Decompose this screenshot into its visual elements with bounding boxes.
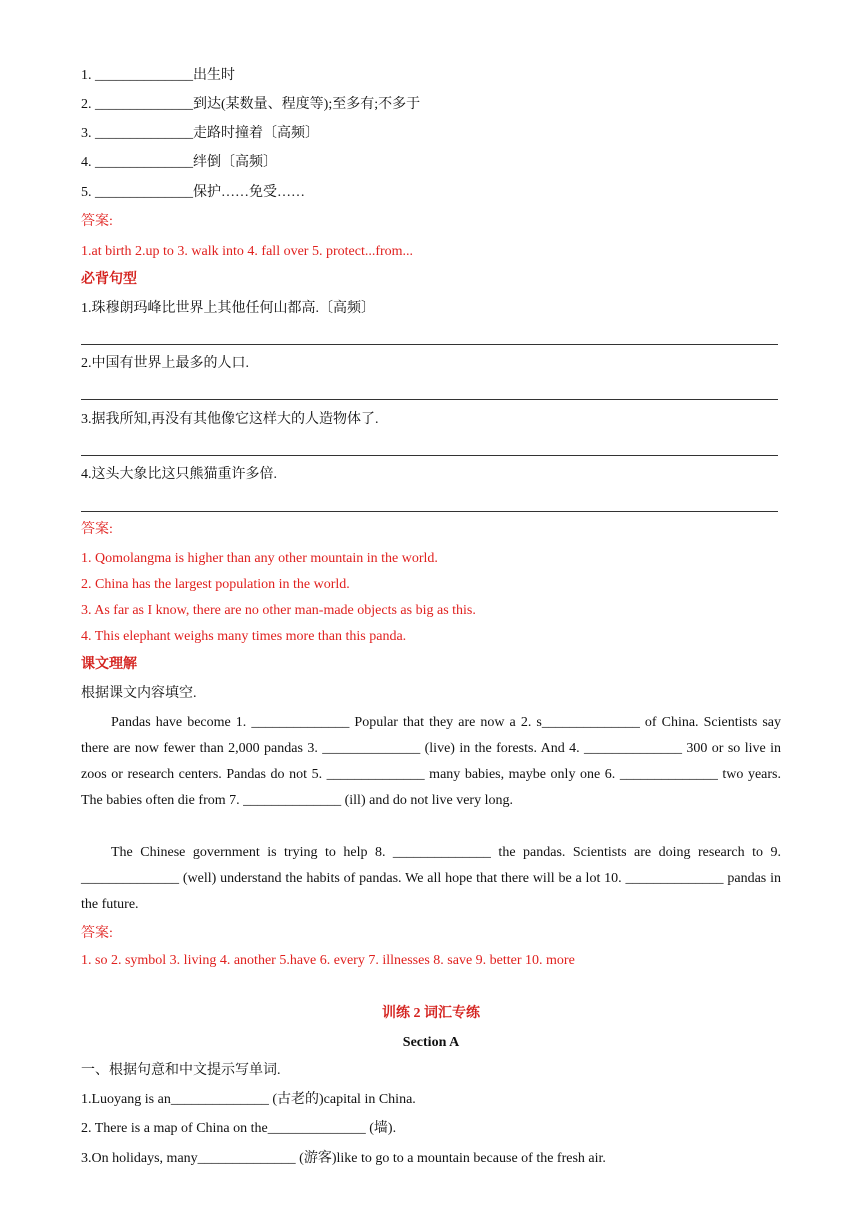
phrase-item-4: 4. ______________绊倒〔高频〕 [81, 155, 277, 170]
text-heading: 课文理解 [81, 657, 137, 672]
phrases-answer-label: 答案: [81, 214, 113, 229]
sentence-answer-2: 2. China has the largest population in the world. [81, 577, 350, 592]
answer-line-1 [81, 344, 778, 345]
exercise-item-2: 2. There is a map of China on the______________ (墙). [81, 1121, 397, 1136]
exercise-item-1: 1.Luoyang is an______________ (古老的)capital in China. [81, 1092, 416, 1107]
phrase-item-5: 5. ______________保护……免受…… [81, 185, 305, 200]
text-answer-label: 答案: [81, 926, 113, 941]
exercise-item-3: 3.On holidays, many______________ (游客)like to go to a mountain because of the fresh air. [81, 1151, 606, 1166]
text-paragraph-2 [81, 840, 781, 918]
phrases-answer: 1.at birth 2.up to 3. walk into 4. fall over 5. protect...from... [81, 244, 414, 259]
sentence-answer-4: 4. This elephant weighs many times more than this panda. [81, 629, 407, 644]
exercise-instruction: 一、根据句意和中文提示写单词. [81, 1063, 281, 1078]
sentence-item-2: 2.中国有世界上最多的人口. [81, 356, 249, 371]
answer-line-2 [81, 399, 778, 400]
answer-line-3 [81, 455, 778, 456]
sentences-answer-label: 答案: [81, 522, 113, 537]
sentence-item-1: 1.珠穆朗玛峰比世界上其他任何山都高.〔高频〕 [81, 301, 375, 316]
text-paragraph-1-content: Pandas have become 1. ______________ Popular that they are now a 2. s______________ of China. Scientists say there are now fewer than 2,000 pandas 3. ______________ (live) in the forests. And 4. ______________ 300 or so live in zoos or research centers. Pandas do not 5. ______________ many babies, maybe only one 6. ______________ two years. The babies often die from 7. ______________ (ill) and do not live very long. [81, 715, 781, 808]
text-answer: 1. so 2. symbol 3. living 4. another 5.have 6. every 7. illnesses 8. save 9. better 10. more [81, 953, 575, 968]
sentence-item-3: 3.据我所知,再没有其他像它这样大的人造物体了. [81, 412, 379, 427]
text-instruction: 根据课文内容填空. [81, 686, 197, 701]
phrase-item-1: 1. ______________出生时 [81, 68, 235, 83]
text-paragraph-2-content: The Chinese government is trying to help 8. ______________ the pandas. Scientists are doing research to 9. ______________ (well) understand the habits of pandas. We all hope that there will be a lot 10. ______________ pandas in the future. [81, 845, 781, 912]
sentence-item-4: 4.这头大象比这只熊猫重许多倍. [81, 467, 277, 482]
sentences-heading: 必背句型 [81, 272, 137, 287]
section-title: Section A [402, 1035, 460, 1050]
sentence-answer-1: 1. Qomolangma is higher than any other mountain in the world. [81, 551, 438, 566]
phrase-item-2: 2. ______________到达(某数量、程度等);至多有;不多于 [81, 97, 421, 112]
text-paragraph-1 [81, 710, 781, 814]
phrase-item-3: 3. ______________走路时撞着〔高频〕 [81, 126, 319, 141]
sentence-answer-3: 3. As far as I know, there are no other man-made objects as big as this. [81, 603, 476, 618]
answer-line-4 [81, 511, 778, 512]
training-title: 训练 2 词汇专练 [382, 1006, 480, 1021]
